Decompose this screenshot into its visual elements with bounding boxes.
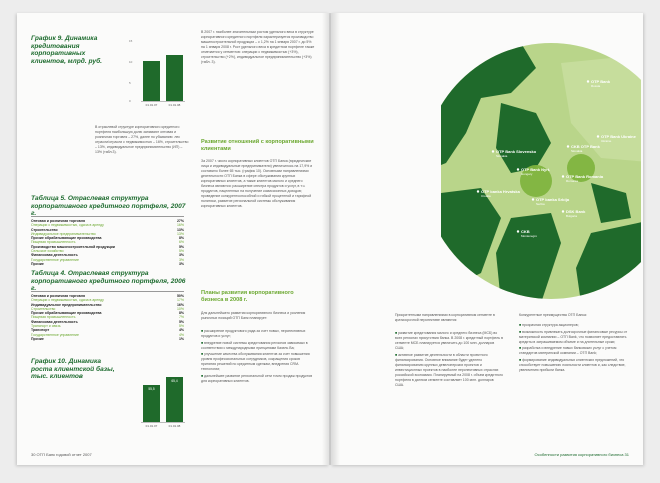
row-label: Оптовая и розничная торговля <box>31 294 86 298</box>
row-value: 50% <box>176 294 184 298</box>
chart10-title: График 10. Динамика роста клиентской базы, тыс. клиентов <box>31 358 115 381</box>
list-item-text: развитие кредитования малого и среднего бизнеса (МСБ) во всех регионах присутствия банка. В 2008 г. кредитный портфель в сегменте МСБ планируется увеличить до 100 млн. долларов США; <box>395 331 503 350</box>
row-label: Индивидуальное предпринимательство <box>31 302 102 307</box>
map-label: CKB OTP Bank <box>571 144 600 149</box>
map-label: CKB <box>521 229 530 234</box>
col2-paragraph-3: Для дальнейшего развития корпоративного бизнеса и усиления рыночных позиций ОТП Банк планирует: <box>201 311 306 320</box>
row-label: Строительство <box>31 227 58 232</box>
row-value: 17% <box>176 298 184 303</box>
row-value: 5% <box>178 244 184 249</box>
chart9-x-label: 01.01.08 <box>168 103 181 107</box>
bullet-icon: ■ <box>201 373 205 378</box>
bullet-icon: ■ <box>201 352 205 356</box>
row-label: Пищевая промышленность <box>31 315 76 320</box>
europe-map <box>441 43 641 303</box>
map-label: OTP Bank Romania <box>566 174 604 179</box>
map-label-country: Ukraine <box>601 139 612 143</box>
row-label: Финансовая деятельность <box>31 319 78 324</box>
row-label: Оптовая и розничная торговля <box>31 219 86 223</box>
map-label-country: Montenegro <box>521 234 538 238</box>
map-label-country: Hungary <box>521 172 533 176</box>
list-item <box>395 331 503 351</box>
row-label: Государственное управление <box>31 257 79 262</box>
map-label: OTP banka Hrvatska <box>481 189 520 194</box>
list-item-text: улучшение качества обслуживания клиентов за счет повышения уровня профессиональных сотрудников, сокращения сроков принятия решений по кредитным сделкам, внедрения CRM-технологии; <box>201 352 310 371</box>
map-marker-icon <box>492 150 494 152</box>
map-label-country: Bulgaria <box>566 214 578 218</box>
left-page <box>17 13 329 465</box>
heading-client-relations: Развитие отношений с корпоративными клиентами <box>201 139 314 152</box>
chart9-axis-tick: 5 <box>129 81 131 85</box>
list-item-text: формирование индивидуальных клиентских предложений, что способствует повышению лояльности клиентов и, как следствие, увеличению прибыли банка. <box>519 357 626 372</box>
map-marker-icon <box>597 135 599 137</box>
list-item-text: разработка и внедрение новых банковских услуг с учетом стандартов материнской компании – ОТП Bank; <box>519 346 617 355</box>
row-label: Транспорт <box>31 328 50 333</box>
left-footer: 30 ОТП Банк годовой отчет 2007 <box>31 452 92 457</box>
advantages-bullet-list <box>519 323 631 374</box>
map-marker-icon <box>587 80 589 82</box>
map-label-country: Russia <box>591 84 601 88</box>
row-label: Сельское хозяйство <box>31 249 64 254</box>
row-value: 4% <box>178 328 184 333</box>
list-item <box>201 374 315 384</box>
map-label: OTP Bank Slovensko <box>496 149 537 154</box>
map-label-country: Romania <box>566 179 579 183</box>
row-value: 4% <box>178 332 184 337</box>
list-item <box>201 352 315 372</box>
row-label: Строительство <box>31 306 56 311</box>
map-label: OTP banka Srbija <box>536 197 570 202</box>
col2-bullet-list <box>201 329 315 385</box>
map-label: OTP Bank Nyrt. <box>521 167 551 172</box>
chart10-x-label: 01.01.08 <box>168 424 181 428</box>
bullet-icon: ■ <box>201 329 205 333</box>
list-item <box>201 329 315 339</box>
map-label: OTP Bank <box>591 79 611 84</box>
row-value: 8% <box>178 236 184 241</box>
table-row <box>31 337 184 341</box>
row-value: 13% <box>176 227 184 232</box>
map-label-country: Slovakia <box>496 154 508 158</box>
row-label: Финансовая деятельность <box>31 253 78 258</box>
advantages-intro: Конкурентные преимущества ОТП Банка: <box>519 313 587 317</box>
list-item-text: активное развитие деятельности в области проектного финансирования. Основное внимание будет уделено финансированию крупных девелоперских проектов и инвестиционных проектов в наиболее перспективных отраслях российской экономики. Планируемый на 2008 г. объем кредитного портфеля в данном сегменте составляет 100 млн. долларов США. <box>395 352 504 387</box>
chart9-x-label: 01.01.07 <box>145 103 158 107</box>
row-value: 5% <box>178 319 184 324</box>
map-marker-icon <box>562 210 564 212</box>
row-value: 3% <box>178 257 184 262</box>
chart10 <box>129 368 189 428</box>
chart10-value: 55,5 <box>148 387 155 391</box>
row-value: 3% <box>178 253 184 258</box>
table5-title: Таблица 5. Отраслевая структура корпоративного кредитного портфеля, 2007 г. <box>31 195 186 218</box>
chart10-bar <box>166 377 183 422</box>
heading-plans-2008: Планы развития корпоративного бизнеса в 2008 г. <box>201 290 294 303</box>
map-marker-icon <box>567 145 569 147</box>
row-value: 5% <box>178 249 184 254</box>
bullet-icon: ■ <box>519 357 523 362</box>
bullet-icon: ■ <box>201 340 205 345</box>
bullet-icon: ■ <box>395 352 399 357</box>
table4-title: Таблица 4. Отраслевая структура корпоративного кредитного портфеля, 2006 г. <box>31 270 186 293</box>
right-page <box>331 13 643 465</box>
map-marker-icon <box>517 168 519 170</box>
map-marker-icon <box>532 198 534 200</box>
chart9-title: График 9. Динамика кредитования корпоративных клиентов, млрд. руб. <box>31 35 103 65</box>
row-label: Государственное управление <box>31 332 79 337</box>
map-marker-icon <box>517 230 519 232</box>
map-label: DSK Bank <box>566 209 586 214</box>
map-label-country: Croatia <box>481 194 491 198</box>
row-label: Операции с недвижимостью, сдача в аренду <box>31 223 104 228</box>
list-item <box>519 346 631 356</box>
priorities-intro: Приоритетными направлениями в корпоративном сегменте в краткосрочной перспективе являются: <box>395 313 495 322</box>
table5 <box>31 216 184 266</box>
bullet-icon: ■ <box>519 323 523 327</box>
row-value: 16% <box>176 302 184 307</box>
row-label: Прочие <box>31 261 44 266</box>
list-item <box>519 323 631 328</box>
right-footer: Особенности развития корпоративного бизнеса 31 <box>534 452 629 457</box>
map-label-country: Slovakia <box>571 149 583 153</box>
list-item <box>519 330 631 345</box>
bullet-icon: ■ <box>519 329 523 334</box>
row-value: 6% <box>178 240 184 245</box>
row-value: 3% <box>178 261 184 266</box>
chart9 <box>129 39 189 109</box>
chart9-bar <box>166 55 183 101</box>
priorities-bullet-list <box>395 331 503 389</box>
row-value: 27% <box>176 219 184 223</box>
row-value: 5% <box>178 324 184 329</box>
row-label: Прочие <box>31 336 44 341</box>
chart10-x-label: 01.01.07 <box>145 424 158 428</box>
intro-paragraph: В отраслевой структуре корпоративного кредитного портфеля наибольшую долю занимают оптовая и розничная торговля – 27%, далее по убыванию: лес отрасли/отрасли с недвижимостью – 16%, строительство – 13%, индивидуальное предпринимательство (ИП) – 13% (табл.3). <box>95 125 189 154</box>
list-item-text: расширение продуктового ряда за счет новых, перспективных продуктов и услуг; <box>201 329 306 338</box>
map-marker-icon <box>562 175 564 177</box>
row-label: Прочие обрабатывающие производства <box>31 311 102 316</box>
row-value: 7% <box>178 315 184 320</box>
bullet-icon: ■ <box>519 346 523 350</box>
row-value: 16% <box>176 223 184 228</box>
col2-paragraph-2: За 2007 г. число корпоративных клиентов ОТП Банка (юридические лица и индивидуальные предприниматели) увеличилось на 17,9% и составило более 65 тыс. (график 10). Основными направлениями деятельности ОТП Банка в сфере обслуживания крупных корпоративных клиентов, а также клиентов малого и среднего бизнеса являются: расширение спектра продуктов и услуг, в т.ч. продуктов, нацеленных на получение комиссионных доходов; проведение конкурентоспособной и гибкой процентной и тарифной политики, развитие региональной системы обслуживания корпоративных клиентов. <box>201 159 313 208</box>
list-item <box>201 341 315 351</box>
table4 <box>31 291 184 341</box>
list-item-text: прозрачная структура акционеров; <box>522 323 579 327</box>
col2-paragraph-1: В 2007 г. наиболее значительным ростом удельного веса в структуре корпоративного кредитного портфеля характеризуется производство машиностроительной продукции – с 1,2% на 1 января 2007 г. до 5% на 1 января 2008 г. Рост удельного веса в кредитном портфеле также отмечается у сегментов: операции с недвижимостью (+3%), строительство (+2%), индивидуальное предпринимательство (+3%) (табл. 3). <box>201 30 315 64</box>
row-value: 1% <box>178 336 184 341</box>
bullet-icon: ■ <box>395 331 399 335</box>
list-item <box>395 353 503 388</box>
chart10-value: 65,4 <box>171 379 178 383</box>
list-item-text: внедрение новой системы кредитования регионов зависимых в соответствии с международными принципами Казель Ва; <box>201 340 308 350</box>
chart9-bar <box>143 61 160 101</box>
row-label: Производство машиностроительной продукции <box>31 244 115 249</box>
row-label: Индивидуальное предпринимательство <box>31 231 96 236</box>
chart9-axis-tick: 10 <box>129 60 133 64</box>
row-label: Операции с недвижимостью, сдача в аренду <box>31 298 104 303</box>
row-value: 10% <box>176 306 184 311</box>
chart9-axis-tick: 15 <box>129 39 133 43</box>
row-label: Транспорт и связь <box>31 324 61 329</box>
row-value: 8% <box>178 311 184 316</box>
chart9-axis-tick: 0 <box>129 99 131 103</box>
list-item-text: возможность привлекать долгосрочные финансовые ресурсы от материнской компании – ОТП Bank, что позволяет предоставлять кредиты в затрашиваемом объеме и на длительные сроки; <box>519 329 628 344</box>
map-label: OTP Bank Ukraine <box>601 134 636 139</box>
table-row <box>31 262 184 266</box>
row-label: Прочие обрабатывающие производства <box>31 236 102 241</box>
chart10-bar <box>143 385 160 422</box>
list-item <box>519 358 631 373</box>
row-value: 13% <box>176 231 184 236</box>
map-marker-icon <box>477 190 479 192</box>
list-item-text: дальнейшее развитие региональной сети точек продаж продуктов для корпоративных клиентов. <box>201 373 313 383</box>
map-label-country: Serbia <box>536 202 545 206</box>
row-label: Пищевая промышленность <box>31 240 76 245</box>
